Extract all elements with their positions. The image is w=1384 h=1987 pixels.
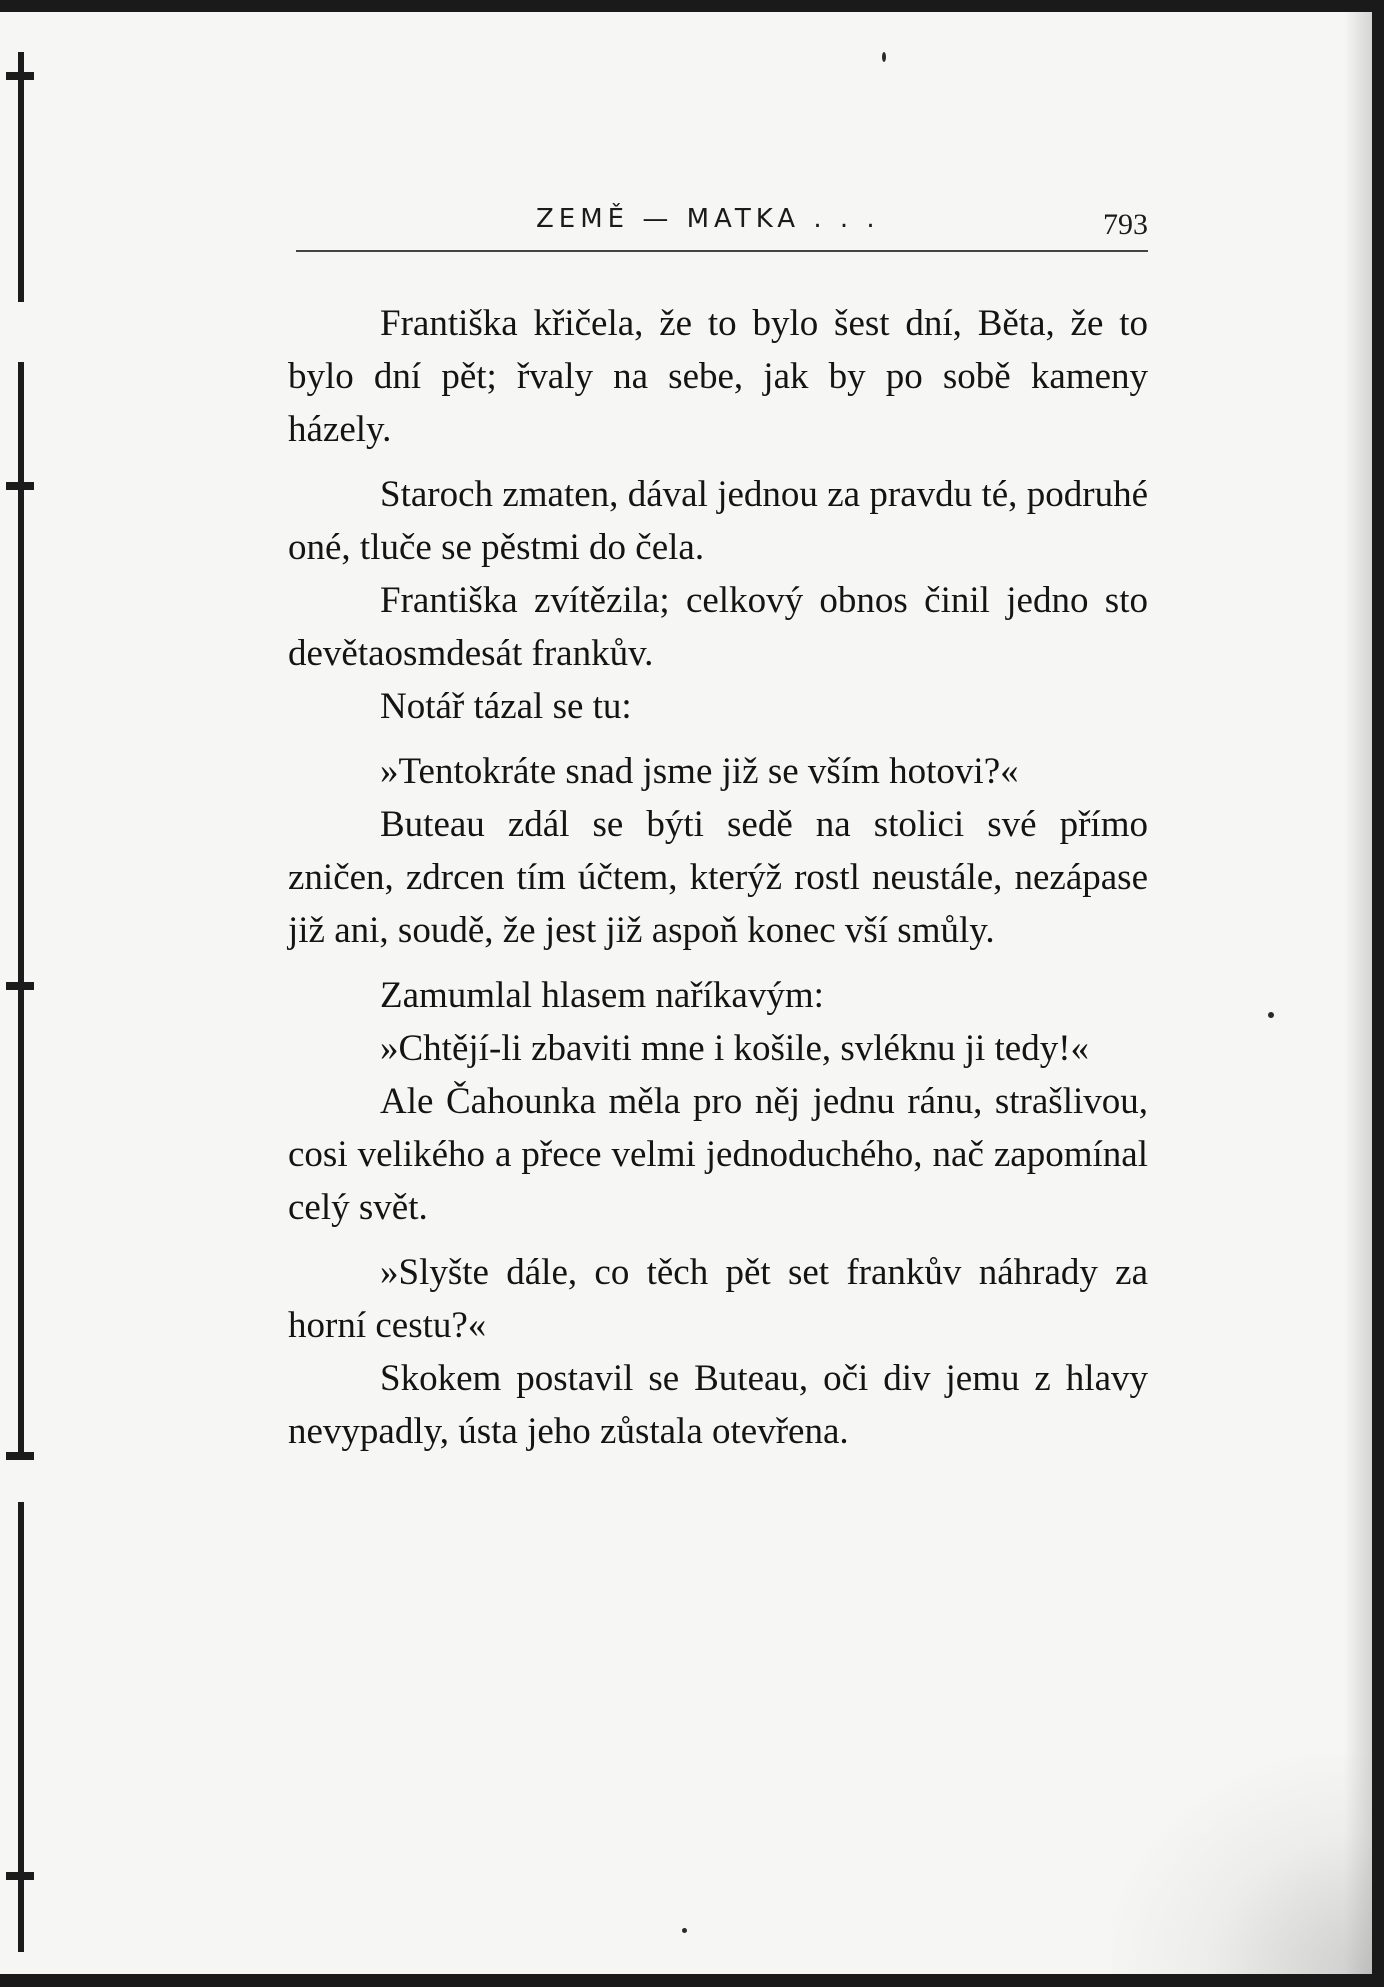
binding-mark [6, 982, 34, 990]
binding-gap [16, 302, 26, 362]
body-text [288, 297, 1148, 1458]
paragraph: Františka křičela, že to bylo šest dní, Běta, že to bylo dní pět; řvaly na sebe, jak by po sobě kameny házely. [288, 303, 1148, 450]
binding-mark [6, 1452, 34, 1460]
paragraph: Ale Čahounka měla pro něj jednu ránu, strašlivou, cosi velikého a přece velmi jednoduchého, nač zapomínal celý svět. [288, 1081, 1148, 1228]
ink-speck [682, 1928, 687, 1933]
ink-speck [882, 52, 886, 62]
paragraph: Zamumlal hlasem naříkavým: [380, 975, 824, 1016]
page-edge-shadow [1344, 12, 1372, 1974]
paragraph: Františka zvítězila; celkový obnos činil jedno sto devětaosmdesát frankův. [288, 580, 1148, 674]
book-page [0, 12, 1372, 1974]
paragraph: »Slyšte dále, co těch pět set frankův náhrady za horní cestu?« [288, 1252, 1148, 1346]
page-number: 793 [1103, 208, 1148, 241]
page-corner-stain [1112, 1754, 1372, 1974]
running-title: ZEMĚ — MATKA . . . [536, 204, 880, 234]
paragraph: »Chtějí-li zbaviti mne i košile, svléknu ji tedy!« [380, 1028, 1090, 1069]
binding-mark [6, 72, 34, 80]
binding-mark [6, 482, 34, 490]
page-header [296, 192, 1148, 252]
header-rule [296, 250, 1148, 252]
paragraph: Buteau zdál se býti sedě na stolici své přímo zničen, zdrcen tím účtem, kterýž rostl neustále, nezápase již ani, soudě, že jest již aspoň konec vší smůly. [288, 804, 1148, 951]
paragraph: Skokem postavil se Buteau, oči div jemu z hlavy nevypadly, ústa jeho zůstala otevřena. [288, 1358, 1148, 1452]
paragraph: Staroch zmaten, dával jednou za pravdu té, podruhé oné, tluče se pěstmi do čela. [288, 474, 1148, 568]
ink-speck [1268, 1012, 1274, 1018]
paragraph: »Tentokráte snad jsme již se vším hotovi?« [380, 751, 1019, 792]
paragraph: Notář tázal se tu: [380, 686, 632, 727]
binding-mark [6, 1872, 34, 1880]
